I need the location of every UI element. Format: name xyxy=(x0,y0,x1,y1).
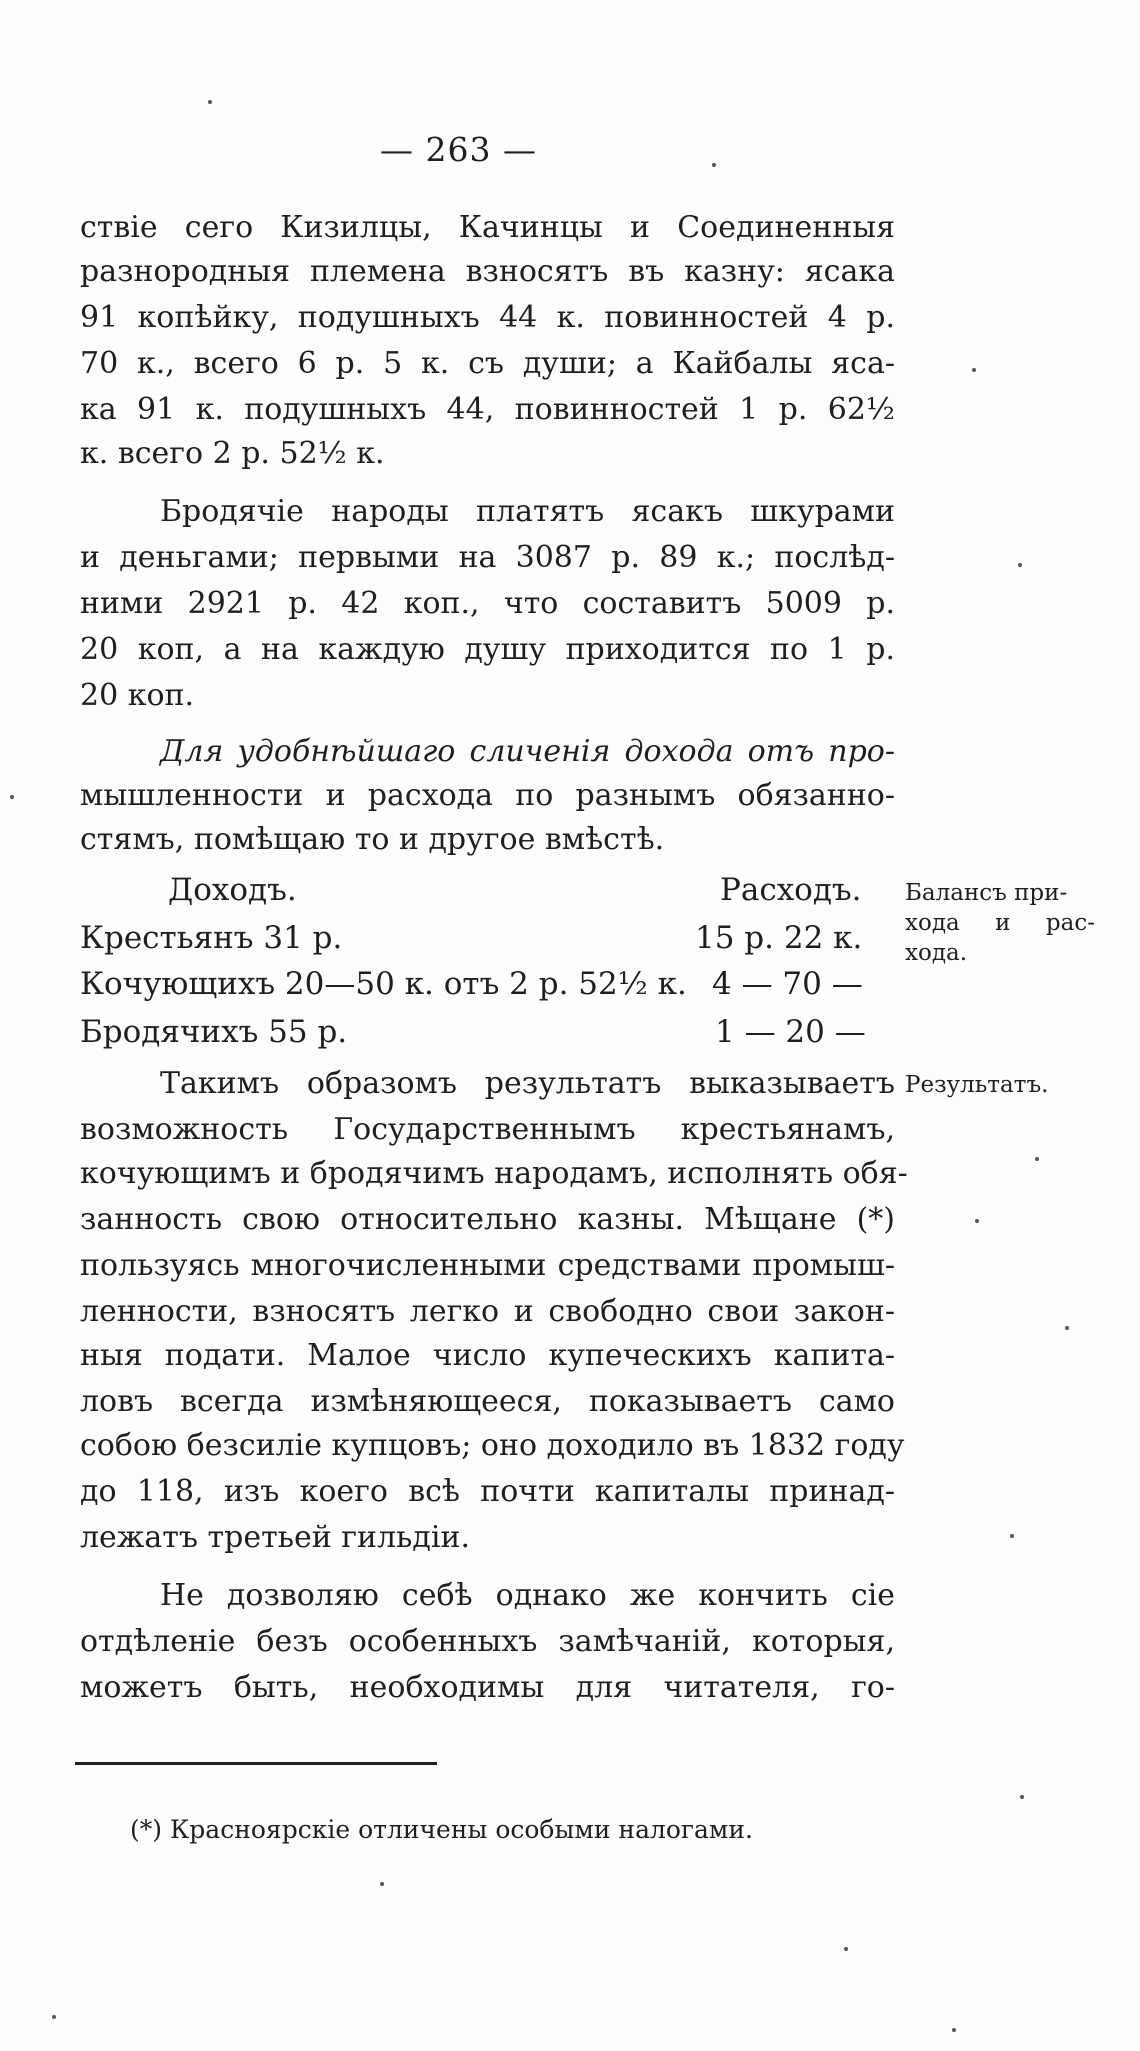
margin-note-line: Балансъ при- xyxy=(905,880,1068,906)
text-line: до 118, изъ коего всѣ почти капиталы принад- xyxy=(80,1474,895,1509)
scan-speck xyxy=(52,2015,56,2019)
text-line: 20 коп, а на каждую душу приходится по 1 р. xyxy=(80,632,895,667)
table-cell-expense: 4 — 70 — xyxy=(712,966,863,1002)
scan-speck xyxy=(1065,1326,1069,1330)
table-cell-expense: 15 р. 22 к. xyxy=(695,920,863,956)
text-line: лежатъ третьей гильдіи. xyxy=(80,1520,470,1555)
text-line: Бродячіе народы платятъ ясакъ шкурами xyxy=(160,494,895,529)
scan-speck xyxy=(1020,1795,1024,1799)
text-line: ленности, взносятъ легко и свободно свои закон- xyxy=(80,1294,895,1329)
scan-speck xyxy=(10,795,14,799)
text-line: ними 2921 р. 42 коп., что составитъ 5009 р. xyxy=(80,586,895,621)
table-header-income: Доходъ. xyxy=(168,872,297,908)
footnote-rule xyxy=(75,1762,437,1765)
scan-speck xyxy=(380,1882,384,1886)
text-line: стямъ, помѣщаю то и другое вмѣстѣ. xyxy=(80,822,665,857)
text-line: ка 91 к. подушныхъ 44, повинностей 1 р. 62½ xyxy=(80,392,895,427)
text-line: мышленности и расхода по разнымъ обязанно- xyxy=(80,778,895,813)
text-line: собою безсиліе купцовъ; оно доходило въ 1832 году xyxy=(80,1428,905,1463)
table-header-expense: Расходъ. xyxy=(720,872,862,908)
scan-speck xyxy=(208,100,212,104)
text-line: 20 коп. xyxy=(80,678,195,713)
text-line: и деньгами; первыми на 3087 р. 89 к.; послѣд- xyxy=(80,540,895,575)
scan-speck xyxy=(712,163,716,167)
text-line: 70 к., всего 6 р. 5 к. съ души; а Кайбалы яса- xyxy=(80,346,895,381)
table-cell-expense: 1 — 20 — xyxy=(715,1014,866,1050)
text-line: ствіе сего Кизилцы, Качинцы и Соединенныя xyxy=(80,210,895,245)
scan-speck xyxy=(1010,1534,1014,1538)
footnote: (*) Красноярскіе отличены особыми налогами. xyxy=(130,1815,753,1844)
scan-speck xyxy=(1018,563,1022,567)
page-number: — 263 — xyxy=(380,130,537,169)
scan-speck xyxy=(1035,1157,1039,1161)
table-cell-income: Кочующихъ 20—50 к. отъ 2 р. 52½ к. xyxy=(80,966,687,1002)
margin-note-line: хода. xyxy=(905,940,968,966)
text-line: кочующимъ и бродячимъ народамъ, исполнять обя- xyxy=(80,1156,908,1191)
scan-speck xyxy=(844,1947,848,1951)
text-line: Не дозволяю себѣ однако же кончить сіе xyxy=(160,1578,895,1613)
table-cell-income: Бродячихъ 55 р. xyxy=(80,1014,348,1050)
text-line: разнородныя племена взносятъ въ казну: ясака xyxy=(80,254,895,289)
margin-note-line: хода и рас- xyxy=(905,910,1095,936)
margin-note-result: Результатъ. xyxy=(905,1072,1049,1098)
text-line: ловъ всегда измѣняющееся, показываетъ само xyxy=(80,1384,895,1419)
text-line: Такимъ образомъ результатъ выказываетъ xyxy=(160,1066,895,1101)
text-line: ныя подати. Малое число купеческихъ капита- xyxy=(80,1338,895,1373)
text-line: к. всего 2 р. 52½ к. xyxy=(80,436,385,471)
scan-speck xyxy=(952,2028,956,2032)
text-line: 91 копѣйку, подушныхъ 44 к. повинностей 4 р. xyxy=(80,300,895,335)
text-line: возможность Государственнымъ крестьянамъ, xyxy=(80,1112,895,1147)
scan-speck xyxy=(975,1219,979,1223)
text-line: занность свою относительно казны. Мѣщане (*) xyxy=(80,1202,895,1237)
text-line: можетъ быть, необходимы для читателя, го- xyxy=(80,1670,895,1705)
text-line: пользуясь многочисленными средствами промыш- xyxy=(80,1248,895,1283)
table-cell-income: Крестьянъ 31 р. xyxy=(80,920,343,956)
scan-speck xyxy=(972,368,976,372)
text-line: отдѣленіе безъ особенныхъ замѣчаній, которыя, xyxy=(80,1624,895,1659)
text-line: Для удобнѣйшаго сличенія дохода отъ про- xyxy=(160,734,895,769)
margin-note-balance xyxy=(905,878,1105,968)
